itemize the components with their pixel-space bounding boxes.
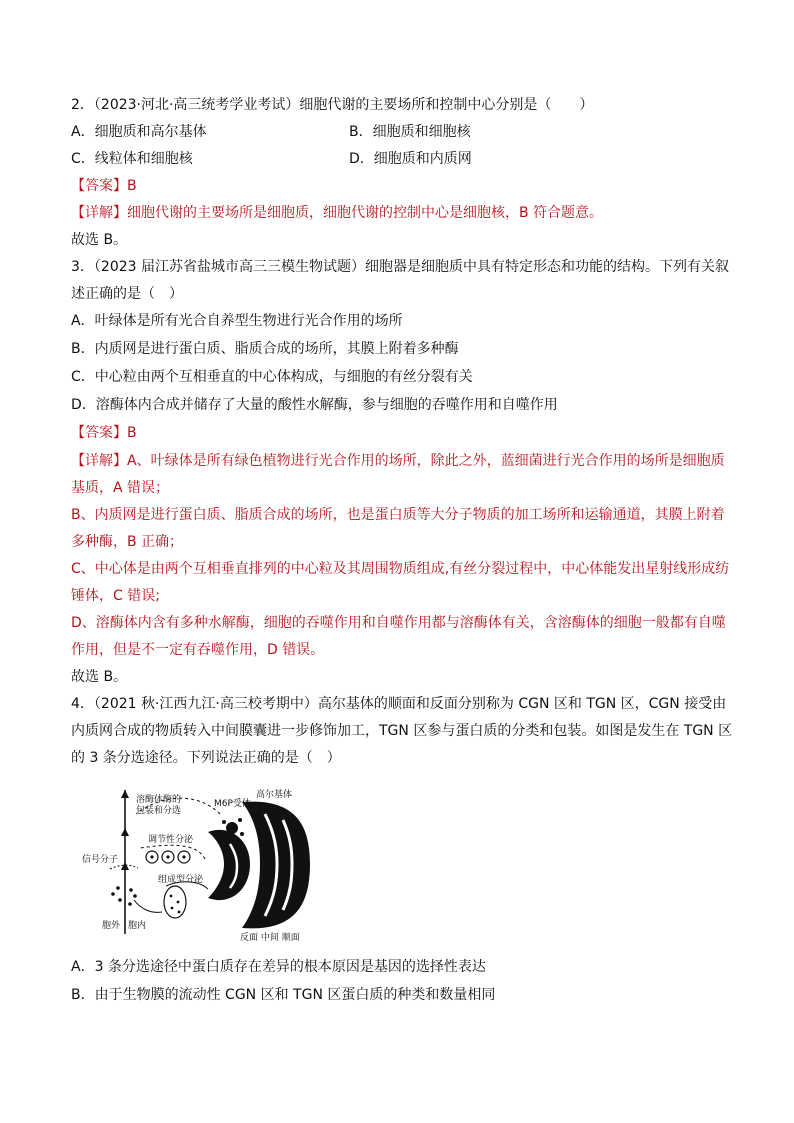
label-inside-cell: 胞内 bbox=[128, 921, 147, 931]
regulated-vesicles bbox=[146, 851, 190, 863]
label-m6p-receptor: M6P受体 bbox=[214, 799, 251, 809]
q4-stem-line1: 4．（2021 秋·江西九江·高三校考期中）高尔基体的顺面和反面分别称为 CGN 区和 TGN 区，CGN 接受由 bbox=[71, 696, 727, 712]
q3-detail-c-line2: 锤体，C 错误; bbox=[71, 588, 160, 604]
q3-conclusion: 故选 B。 bbox=[71, 669, 128, 685]
label-regulated-secretion: 调节性分泌 bbox=[148, 835, 194, 845]
q3-stem-line1: 3．（2023 届江苏省盐城市高三三模生物试题）细胞器是细胞质中具有特定形态和功能的结构。下列有关叙 bbox=[71, 259, 729, 275]
exocytosis-arrow bbox=[134, 900, 162, 912]
q4-option-a: A．3 条分选途径中蛋白质存在差异的根本原因是基因的选择性表达 bbox=[71, 959, 486, 975]
q3-option-b: B．内质网是进行蛋白质、脂质合成的场所，其膜上附着多种酶 bbox=[71, 341, 459, 357]
q2-option-c: C．线粒体和细胞核 bbox=[71, 151, 193, 167]
membrane-arrow-top bbox=[121, 790, 129, 798]
q3-detail-b-line2: 多种酶，B 正确； bbox=[71, 534, 184, 550]
label-outside-cell: 胞外 bbox=[102, 921, 121, 931]
q4-stem-line2: 内质网合成的物质转入中间膜囊进一步修饰加工，TGN 区参与蛋白质的分类和包装。如图是发生在 TGN 区 bbox=[71, 723, 733, 739]
regulated-path-arrow bbox=[140, 845, 205, 859]
label-constitutive-secretion: 组成型分泌 bbox=[158, 875, 204, 885]
q3-detail-d-line2: 作用，但是不一定有吞噬作用，D 错误。 bbox=[71, 642, 325, 658]
q2-detail: 【详解】细胞代谢的主要场所是细胞质，细胞代谢的控制中心是细胞核，B 符合题意。 bbox=[71, 205, 604, 221]
q3-detail-b-line1: B、内质网是进行蛋白质、脂质合成的场所，也是蛋白质等大分子物质的加工场所和运输通道，其膜上附着 bbox=[71, 507, 725, 523]
q2-conclusion: 故选 B。 bbox=[71, 232, 128, 248]
q2-option-a: A．细胞质和高尔基体 bbox=[71, 124, 207, 140]
label-signal-molecule: 信号分子 bbox=[82, 855, 119, 865]
label-golgi: 高尔基体 bbox=[256, 790, 293, 800]
q4-option-b: B．由于生物膜的流动性 CGN 区和 TGN 区蛋白质的种类和数量相同 bbox=[71, 987, 496, 1003]
q3-option-d: D．溶酶体内合成并储存了大量的酸性水解酶，参与细胞的吞噬作用和自噬作用 bbox=[71, 397, 558, 413]
constitutive-vesicle bbox=[164, 886, 186, 918]
q3-stem-line2: 述正确的是（ ） bbox=[71, 286, 183, 302]
q4-stem-line3: 的 3 条分选途径。下列说法正确的是（ ） bbox=[71, 750, 341, 766]
m6p-receptor-vesicle bbox=[220, 818, 244, 836]
q3-detail-a-line2: 基质，A 错误； bbox=[71, 480, 170, 496]
q3-option-a: A．叶绿体是所有光合自养型生物进行光合作用的场所 bbox=[71, 313, 403, 329]
q3-answer: 【答案】B bbox=[71, 425, 137, 441]
q2-answer: 【答案】B bbox=[71, 178, 137, 194]
q3-detail-d-line1: D、溶酶体内含有多种水解酶，细胞的吞噬作用和自噬作用都与溶酶体有关，含溶酶体的细胞一般都有自噬 bbox=[71, 615, 726, 631]
q2-option-d: D．细胞质和内质网 bbox=[349, 151, 472, 167]
membrane-arrow-low bbox=[121, 862, 129, 870]
q3-option-c: C．中心粒由两个互相垂直的中心体构成，与细胞的有丝分裂有关 bbox=[71, 369, 473, 385]
q3-detail-c-line1: C、中心体是由两个互相垂直排列的中心粒及其周围物质组成,有丝分裂过程中，中心体能发出星射线形成纺 bbox=[71, 561, 730, 577]
q2-option-b: B．细胞质和细胞核 bbox=[349, 124, 471, 140]
label-golgi-faces: 反面 中间 顺面 bbox=[240, 933, 300, 943]
label-lysosome-line1: 溶酶体酶的 bbox=[136, 795, 182, 805]
q2-stem: 2．（2023·河北·高三统考学业考试）细胞代谢的主要场所和控制中心分别是（ ） bbox=[71, 97, 594, 113]
golgi-sorting-diagram bbox=[80, 784, 340, 944]
q3-detail-a-line1: 【详解】A、叶绿体是所有绿色植物进行光合作用的场所，除此之外，蓝细菌进行光合作用的场所是细胞质 bbox=[71, 453, 725, 469]
membrane-arrow-mid bbox=[121, 828, 129, 836]
label-lysosome-line2: 包装和分选 bbox=[136, 806, 182, 816]
secreted-molecules bbox=[111, 886, 137, 906]
